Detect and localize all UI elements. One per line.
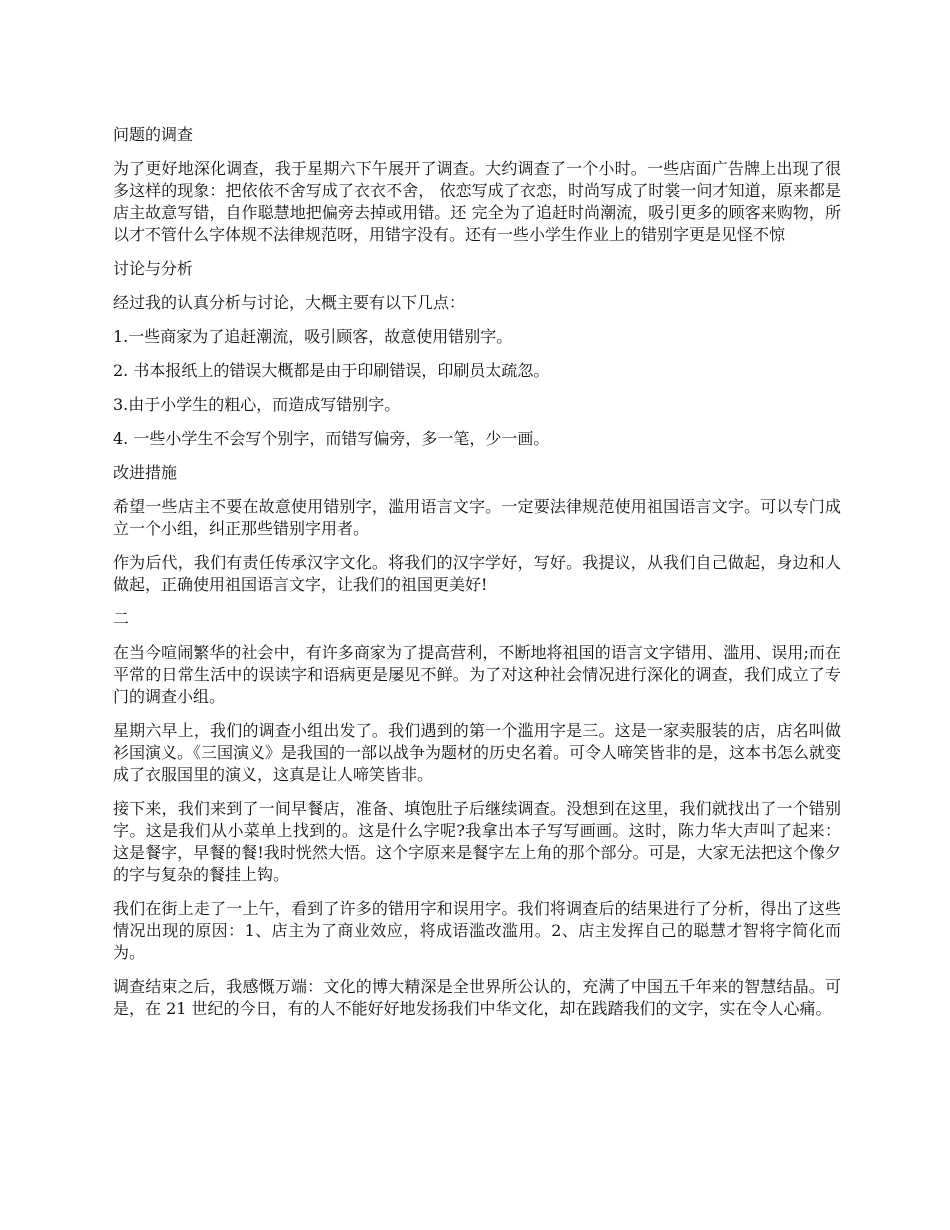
document-body xyxy=(113,124,841,1032)
section-heading-improvement: 改进措施 xyxy=(113,463,178,482)
paragraph-discussion-intro: 经过我的认真分析与讨论，大概主要有以下几点： xyxy=(113,293,466,312)
list-item-4: 4. 一些小学生不会写个别字，而错写偏旁，多一笔，少一画。 xyxy=(113,429,550,448)
list-item-1: 1.一些商家为了追赶潮流，吸引顾客，故意使用错别字。 xyxy=(113,327,513,346)
section-heading-investigation: 问题的调查 xyxy=(113,125,194,144)
paragraph-improvement-2: 作为后代，我们有责任传承汉字文化。将我们的汉字学好，写好。我提议，从我们自己做起，身边和人做起，正确使用祖国语言文字，让我们的祖国更美好! xyxy=(113,553,841,594)
paragraph-analysis: 我们在街上走了一上午，看到了许多的错用字和误用字。我们将调查后的结果进行了分析，得出了这些情况出现的原因：1、店主为了商业效应，将成语滥改滥用。2、店主发挥自己的聪慧才智将字简化而为。 xyxy=(113,899,841,962)
section-heading-discussion: 讨论与分析 xyxy=(113,259,194,278)
paragraph-breakfast-shop: 接下来，我们来到了一间早餐店，准备、填饱肚子后继续调查。没想到在这里，我们就找出了一个错别字。这是我们从小菜单上找到的。这是什么字呢?我拿出本子写写画画。这时，陈力华大声叫了起来：这是餐字，早餐的餐!我时恍然大悟。这个字原来是餐字左上角的那个部分。可是，大家无法把这个像夕的字与复杂的餐挂上钩。 xyxy=(113,799,841,884)
list-item-2: 2. 书本报纸上的错误大概都是由于印刷错误，印刷员太疏忽。 xyxy=(113,361,550,380)
paragraph-investigation: 为了更好地深化调查，我于星期六下午展开了调查。大约调查了一个小时。一些店面广告牌上出现了很多这样的现象：把依依不舍写成了衣衣不舍， 依恋写成了衣恋，时尚写成了时裳一问才知道，原来都是店主故意写错，自作聪慧地把偏旁去掉或用错。还 完全为了追赶时尚潮流，吸引更多的顾客来购物，所以才不管什么字体规不法律规范呀，用错字没有。还有一些小学生作业上的错别字更是见怪不惊 xyxy=(113,159,841,244)
paragraph-improvement-1: 希望一些店主不要在故意使用错别字，滥用语言文字。一定要法律规范使用祖国语言文字。可以专门成立一个小组，纠正那些错别字用者。 xyxy=(113,497,841,538)
paragraph-conclusion: 调查结束之后，我感慨万端：文化的博大精深是全世界所公认的，充满了中国五千年来的智慧结晶。可是，在 21 世纪的今日，有的人不能好好地发扬我们中华文化，却在践踏我们的文字，实在令人心痛。 xyxy=(113,977,841,1018)
section-heading-part-two: 二 xyxy=(113,609,130,628)
paragraph-part-two-intro: 在当今喧闹繁华的社会中，有许多商家为了提高营利，不断地将祖国的语言文字错用、滥用、误用;而在平常的日常生活中的误读字和语病更是屡见不鲜。为了对这种社会情况进行深化的调查，我们成立了专门的调查小组。 xyxy=(113,643,841,706)
paragraph-saturday-survey: 星期六早上，我们的调查小组出发了。我们遇到的第一个滥用字是三。这是一家卖服装的店，店名叫做衫国演义。《三国演义》是我国的一部以战争为题材的历史名着。可令人啼笑皆非的是，这本书怎么就变成了衣服国里的演义，这真是让人啼笑皆非。 xyxy=(113,721,842,784)
list-item-3: 3.由于小学生的粗心，而造成写错别字。 xyxy=(113,395,401,414)
